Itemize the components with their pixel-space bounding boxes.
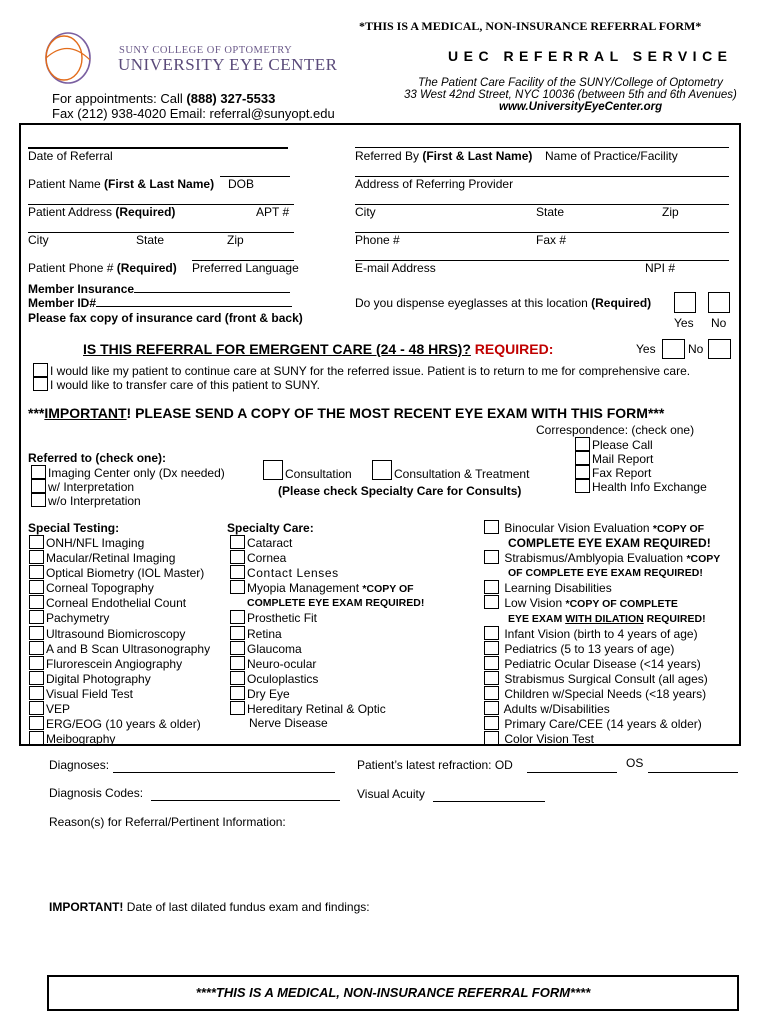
dilated-exam-important: IMPORTANT! (49, 900, 124, 914)
service-checkbox[interactable] (484, 686, 499, 700)
specialty-care-label: Cataract (247, 536, 293, 550)
special-testing-label: Ultrasound Biomicroscopy (46, 626, 186, 641)
dilated-exam-label (49, 900, 370, 914)
correspondence-title: Correspondence: (check one) (536, 423, 695, 437)
specialty-care-checkbox[interactable] (230, 610, 245, 624)
transfer-care-checkbox[interactable] (33, 377, 48, 391)
correspondence-label: Mail Report (592, 452, 654, 466)
special-testing-checkbox[interactable] (29, 595, 44, 609)
specialty-care-checkbox[interactable] (230, 686, 245, 700)
service-item (484, 716, 720, 731)
consultation-treatment-label: Consultation & Treatment (394, 467, 530, 481)
university-eye-center-logo (40, 28, 92, 86)
referred-to-label: w/o Interpretation (48, 494, 141, 508)
special-testing-item (29, 550, 210, 565)
specialty-care-checkbox[interactable] (230, 535, 245, 549)
facility-line-2: 33 West 42nd Street, NYC 10036 (between 5th and 6th Avenues) (404, 89, 737, 101)
transfer-care-option (33, 377, 320, 392)
state-label: State (136, 233, 165, 247)
special-testing-title: Special Testing: (28, 521, 120, 535)
special-testing-label: A and B Scan Ultrasonography (46, 641, 211, 656)
service-item (484, 701, 720, 716)
dispense-required: (Required) (591, 296, 652, 310)
strabismus-note-2: OF COMPLETE EYE EXAM REQUIRED! (508, 567, 703, 580)
specialty-care-label: Contact Lenses (247, 566, 339, 581)
specialty-care-checkbox[interactable] (230, 550, 245, 564)
specialty-care-label: Glaucoma (247, 641, 302, 656)
special-testing-checkbox[interactable] (29, 701, 44, 715)
zip-label: Zip (227, 233, 244, 247)
specialty-care-label: Retina (247, 626, 282, 641)
dispense-no-label: No (711, 316, 727, 330)
low-vision-note-2c: REQUIRED! (643, 612, 706, 625)
service-checkbox[interactable] (484, 595, 499, 609)
city-label: City (28, 233, 49, 247)
service-item (484, 550, 720, 566)
special-testing-label: Digital Photography (46, 671, 151, 686)
service-checkbox[interactable] (484, 641, 499, 655)
special-testing-label: Visual Field Test (46, 686, 133, 701)
date-of-referral-label: Date of Referral (28, 149, 113, 163)
patient-phone-required: (Required) (116, 261, 177, 275)
important-banner-rest: ! PLEASE SEND A COPY OF THE MOST RECENT EYE EXAM WITH THIS FORM*** (126, 405, 665, 421)
special-testing-item (29, 671, 210, 686)
member-insurance-label (28, 282, 290, 296)
service-checkbox[interactable] (484, 520, 499, 534)
service-checkbox[interactable] (484, 731, 499, 745)
specialty-care-item (230, 610, 424, 625)
special-testing-label: Corneal Endothelial Count (46, 596, 187, 611)
special-testing-label: Flurorescein Angiography (46, 656, 183, 671)
special-testing-item (29, 610, 210, 625)
service-checkbox[interactable] (484, 550, 499, 564)
low-vision-note-2b: WITH DILATION (565, 612, 644, 625)
special-testing-item (29, 656, 210, 671)
specialty-care-checkbox[interactable] (230, 671, 245, 685)
provider-city-label: City (355, 205, 376, 219)
practice-name-label: Name of Practice/Facility (545, 149, 678, 163)
specialty-care-item (230, 626, 424, 641)
referred-to-checkbox[interactable] (31, 493, 46, 507)
specialty-care-title: Specialty Care: (227, 521, 314, 535)
specialty-note: (Please check Specialty Care for Consults) (278, 484, 522, 498)
service-item (484, 626, 720, 641)
specialty-care-item (230, 565, 424, 580)
consultation-treatment-option (372, 460, 529, 481)
provider-email-label: E-mail Address (355, 261, 436, 275)
right-services-list (484, 520, 720, 746)
important-banner-prefix: *** (28, 405, 45, 421)
specialty-care-label: Myopia Management (247, 581, 360, 596)
special-testing-checkbox[interactable] (29, 550, 44, 564)
consultation-checkbox[interactable] (263, 460, 283, 480)
special-testing-checkbox[interactable] (29, 610, 44, 624)
specialty-care-item (230, 686, 424, 701)
provider-phone-label: Phone # (355, 233, 400, 247)
emergent-question: IS THIS REFERRAL FOR EMERGENT CARE (24 - 48 HRS)? (83, 341, 471, 357)
specialty-care-item (230, 550, 424, 565)
service-checkbox[interactable] (484, 671, 499, 685)
correspondence-checkbox[interactable] (575, 465, 590, 479)
emergent-no-checkbox[interactable] (708, 339, 731, 359)
referred-by-label (355, 149, 532, 163)
specialty-care-label: Prosthetic Fit (247, 611, 318, 626)
appointments-phone: (888) 327-5533 (186, 91, 276, 106)
dispense-question (355, 296, 651, 310)
continue-care-option (33, 363, 690, 378)
visual-acuity-label: Visual Acuity (357, 787, 425, 801)
service-checkbox[interactable] (484, 701, 499, 715)
emergent-yes-label: Yes (636, 342, 656, 356)
special-testing-item (29, 535, 210, 550)
dob-label: DOB (228, 177, 255, 191)
service-item (484, 595, 720, 611)
specialty-care-item (230, 656, 424, 671)
diagnosis-codes-label: Diagnosis Codes: (49, 786, 144, 800)
important-banner (28, 405, 664, 421)
correspondence-option (575, 479, 707, 494)
correspondence-label: Please Call (592, 438, 653, 452)
special-testing-label: Optical Biometry (IOL Master) (46, 566, 205, 581)
reasons-label: Reason(s) for Referral/Pertinent Information: (49, 815, 286, 829)
myopia-note: *COPY OF (362, 583, 414, 596)
consultation-treatment-checkbox[interactable] (372, 460, 392, 480)
binocular-label: Binocular Vision Evaluation (504, 521, 653, 535)
special-testing-item (29, 701, 210, 716)
referred-to-option (31, 479, 134, 494)
special-testing-item (29, 626, 210, 641)
provider-state-label: State (536, 205, 565, 219)
correspondence-checkbox[interactable] (575, 479, 590, 493)
strabismus-label: Strabismus/Amblyopia Evaluation (504, 551, 687, 566)
service-label: Pediatrics (5 to 13 years of age) (504, 641, 675, 656)
special-testing-label: Corneal Topography (46, 581, 154, 596)
emergent-no-label: No (688, 342, 704, 356)
correspondence-option (575, 465, 651, 480)
important-banner-word: IMPORTANT (44, 405, 127, 421)
special-testing-item (29, 641, 210, 656)
strabismus-note: *COPY (686, 553, 721, 566)
binocular-note-2: COMPLETE EYE EXAM REQUIRED! (508, 536, 711, 551)
specialty-care-checkbox[interactable] (230, 580, 245, 594)
patient-address-label (28, 205, 175, 219)
correspondence-checkbox[interactable] (575, 437, 590, 451)
correspondence-label: Fax Report (592, 466, 652, 480)
dispense-yes-checkbox[interactable] (674, 292, 696, 313)
service-label: Infant Vision (birth to 4 years of age) (504, 626, 698, 641)
fax-email-line: Fax (212) 938-4020 Email: referral@sunyopt.edu (52, 106, 335, 121)
service-item (484, 520, 720, 536)
service-item (484, 580, 720, 595)
service-label: Pediatric Ocular Disease (<14 years) (504, 656, 701, 671)
patient-name-label (28, 177, 214, 191)
specialty-care-label: Cornea (247, 551, 287, 566)
special-testing-label: ONH/NFL Imaging (46, 536, 145, 550)
hereditary-continuation: Nerve Disease (249, 716, 328, 731)
emergent-yes-checkbox[interactable] (662, 339, 685, 359)
specialty-care-checkbox[interactable] (230, 626, 245, 640)
emergent-required: REQUIRED: (474, 341, 554, 357)
special-testing-checkbox[interactable] (29, 565, 44, 579)
special-testing-list (29, 535, 210, 746)
preferred-language-label: Preferred Language (192, 261, 299, 275)
special-testing-item (29, 686, 210, 701)
special-testing-item (29, 595, 210, 610)
specialty-care-checkbox[interactable] (230, 656, 245, 670)
low-vision-note: *COPY OF COMPLETE (565, 598, 678, 611)
referred-to-title: Referred to (check one): (28, 451, 167, 465)
low-vision-label: Low Vision (504, 596, 566, 611)
service-item (484, 671, 720, 686)
transfer-care-label: I would like to transfer care of this patient to SUNY. (50, 378, 320, 392)
os-label: OS (626, 756, 644, 770)
dispense-no-checkbox[interactable] (708, 292, 730, 313)
provider-address-label: Address of Referring Provider (355, 177, 514, 191)
special-testing-label: Meibography (46, 732, 116, 747)
service-item (484, 686, 720, 701)
dispense-question-text: Do you dispense eyeglasses at this location (355, 296, 592, 310)
patient-name-prefix: Patient Name (28, 177, 105, 191)
footer-notice-box (47, 975, 739, 1011)
diagnoses-label: Diagnoses: (49, 758, 110, 772)
logo-main-text: UNIVERSITY EYE CENTER (118, 55, 338, 74)
specialty-care-list (230, 535, 424, 730)
emergent-question-line (83, 341, 553, 357)
member-id-text: Member ID# (28, 296, 97, 310)
appointments-line (52, 91, 275, 106)
apt-label: APT # (256, 205, 290, 219)
special-testing-item (29, 580, 210, 595)
referred-by-bold: (First & Last Name) (422, 149, 533, 163)
specialty-care-item (230, 701, 424, 716)
member-id-label (28, 296, 292, 310)
special-testing-checkbox[interactable] (29, 716, 44, 730)
specialty-care-checkbox[interactable] (230, 641, 245, 655)
service-label: Primary Care/CEE (14 years & older) (504, 717, 702, 732)
myopia-note-2: COMPLETE EYE EXAM REQUIRED! (247, 597, 425, 610)
low-vision-note-2a: EYE EXAM (508, 612, 566, 625)
special-testing-label: VEP (46, 702, 71, 717)
service-item (484, 641, 720, 656)
patient-address-prefix: Patient Address (28, 205, 116, 219)
specialty-care-item (230, 535, 424, 550)
special-testing-checkbox[interactable] (29, 535, 44, 549)
referred-to-label: w/ Interpretation (48, 480, 135, 494)
special-testing-item (29, 565, 210, 580)
provider-fax-label: Fax # (536, 233, 567, 247)
provider-zip-label: Zip (662, 205, 679, 219)
consultation-option (263, 460, 352, 481)
service-label: Adults w/Disabilities (503, 702, 610, 717)
special-testing-checkbox[interactable] (29, 626, 44, 640)
special-testing-checkbox[interactable] (29, 731, 44, 745)
special-testing-item (29, 716, 210, 731)
service-checkbox[interactable] (484, 580, 499, 594)
fax-insurance-note: Please fax copy of insurance card (front & back) (28, 311, 303, 325)
refraction-label: Patient’s latest refraction: OD (357, 758, 513, 772)
service-label: Children w/Special Needs (<18 years) (504, 687, 707, 702)
special-testing-label: ERG/EOG (10 years & older) (46, 717, 201, 732)
referred-to-option (31, 465, 225, 480)
continue-care-checkbox[interactable] (33, 363, 48, 377)
binocular-note: *COPY OF (652, 523, 705, 535)
top-notice: *THIS IS A MEDICAL, NON-INSURANCE REFERRAL FORM* (359, 19, 702, 33)
member-insurance-text: Member Insurance (28, 282, 135, 296)
service-title: UEC REFERRAL SERVICE (448, 48, 733, 64)
referred-to-option (31, 493, 141, 508)
service-checkbox[interactable] (484, 626, 499, 640)
special-testing-label: Macular/Retinal Imaging (46, 551, 176, 566)
special-testing-item (29, 731, 210, 746)
dilated-exam-rest: Date of last dilated fundus exam and findings: (123, 900, 370, 914)
specialty-care-item (230, 580, 424, 596)
special-testing-checkbox[interactable] (29, 656, 44, 670)
special-testing-checkbox[interactable] (29, 671, 44, 685)
appointments-label: For appointments: Call (52, 91, 187, 106)
correspondence-label: Health Info Exchange (592, 480, 707, 494)
correspondence-option (575, 451, 653, 466)
footer-notice: ****THIS IS A MEDICAL, NON-INSURANCE REFERRAL FORM**** (195, 985, 591, 1000)
special-testing-checkbox[interactable] (29, 580, 44, 594)
learning-label: Learning Disabilities (504, 581, 612, 596)
correspondence-checkbox[interactable] (575, 451, 590, 465)
consultation-label: Consultation (285, 467, 352, 481)
specialty-care-item (230, 641, 424, 656)
referred-to-checkbox[interactable] (31, 479, 46, 493)
special-testing-label: Pachymetry (46, 611, 110, 626)
referred-by-prefix: Referred By (355, 149, 423, 163)
website: www.UniversityEyeCenter.org (499, 101, 663, 113)
patient-phone-label (28, 261, 177, 275)
referred-to-label: Imaging Center only (Dx needed) (48, 466, 225, 480)
service-item (484, 731, 720, 746)
low-vision-note-2 (484, 612, 720, 626)
service-checkbox[interactable] (484, 656, 499, 670)
special-testing-checkbox[interactable] (29, 641, 44, 655)
specialty-care-label: Oculoplastics (247, 671, 319, 686)
specialty-care-label: Dry Eye (247, 686, 290, 701)
specialty-care-checkbox[interactable] (230, 565, 245, 579)
specialty-care-item (230, 671, 424, 686)
referred-to-checkbox[interactable] (31, 465, 46, 479)
service-checkbox[interactable] (484, 716, 499, 730)
service-item (484, 656, 720, 671)
continue-care-label: I would like my patient to continue care at SUNY for the referred issue. Patient is to return to me for comprehensive care. (50, 364, 691, 378)
specialty-care-checkbox[interactable] (230, 701, 245, 715)
npi-label: NPI # (645, 261, 676, 275)
specialty-care-label: Hereditary Retinal & Optic (247, 702, 386, 717)
correspondence-option (575, 437, 653, 452)
service-label: Color Vision Test (504, 732, 594, 747)
patient-name-bold: (First & Last Name) (104, 177, 215, 191)
logo-top-text: SUNY COLLEGE OF OPTOMETRY (119, 45, 293, 56)
facility-line-1: The Patient Care Facility of the SUNY/College of Optometry (418, 77, 723, 89)
patient-phone-prefix: Patient Phone # (28, 261, 117, 275)
special-testing-checkbox[interactable] (29, 686, 44, 700)
service-label: Strabismus Surgical Consult (all ages) (504, 671, 708, 686)
patient-address-required: (Required) (115, 205, 176, 219)
dispense-yes-label: Yes (674, 316, 694, 330)
specialty-care-label: Neuro-ocular (247, 656, 317, 671)
